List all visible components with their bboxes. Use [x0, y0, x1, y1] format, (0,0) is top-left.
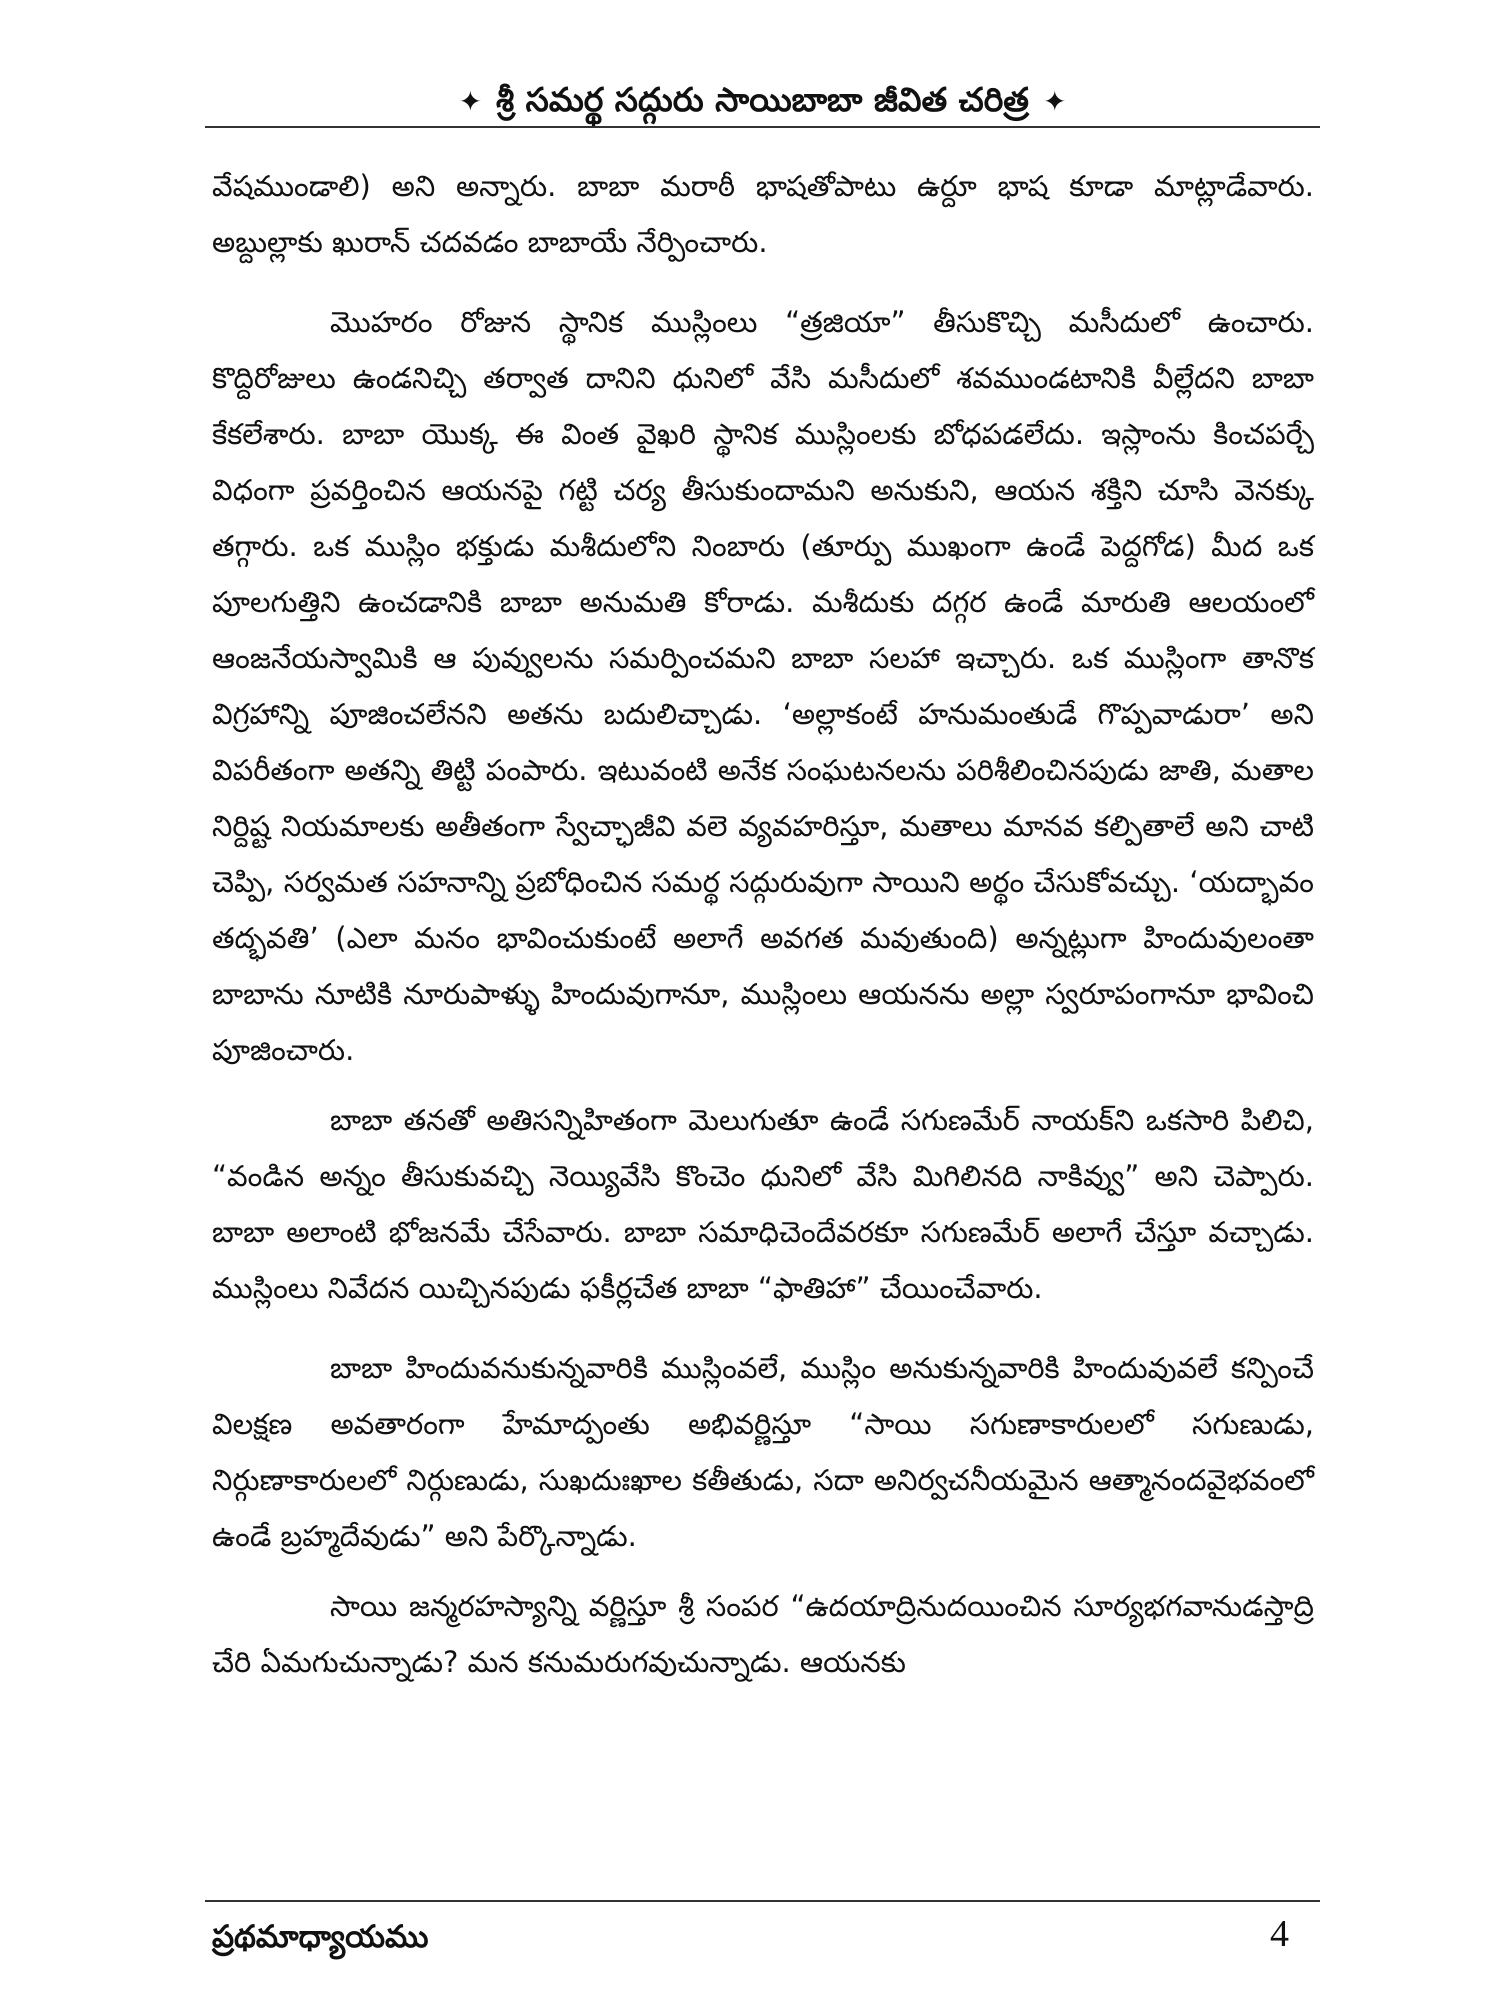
- chapter-name: ప్రథమాధ్యాయము: [212, 1919, 429, 1955]
- header-rule: [205, 126, 1320, 128]
- page-number: 4: [1270, 1913, 1289, 1955]
- ornament-right: ✦: [1042, 85, 1067, 118]
- footer-rule: [205, 1900, 1320, 1902]
- paragraph-5: సాయి జన్మరహస్యాన్ని వర్ణిస్తూ శ్రీ సంపర “ఉదయాద్రినుదయించిన సూర్యభగవానుడస్తాద్రి చేరి ఏమగుచున్నాడు? మన కనుమరుగవుచున్నాడు. ఆయనకు: [212, 1589, 1314, 1679]
- paragraph-1: వేషముండాలి) అని అన్నారు. బాబా మరాఠీ భాషతోపాటు ఉర్దూ భాష కూడా మాట్లాడేవారు. అబ్దుల్లాకు ఖురాన్ చదవడం బాబాయే నేర్పించారు.: [212, 169, 1314, 259]
- paragraph-3: బాబా తనతో అతిసన్నిహితంగా మెలుగుతూ ఉండే సగుణమేర్ నాయక్‌ని ఒకసారి పిలిచి, “వండిన అన్నం తీసుకువచ్చి నెయ్యివేసి కొంచెం ధునిలో వేసి మిగిలినది నాకివ్వు” అని చెప్పారు. బాబా అలాంటి భోజనమే చేసేవారు. బాబా సమాధిచెందేవరకూ సగుణమేర్ అలాగే చేస్తూ వచ్చాడు. ముస్లింలు నివేదన యిచ్చినపుడు ఫకీర్లచేత బాబా “ఫాతిహా” చేయించేవారు.: [212, 1103, 1314, 1305]
- ornament-left: ✦: [458, 85, 483, 118]
- body-text: [212, 158, 1314, 1690]
- running-header: [205, 75, 1320, 127]
- book-title: శ్రీ సమర్థ సద్గురు సాయిబాబా జీవిత చరిత్ర: [496, 80, 1029, 119]
- paragraph-2: మొహరం రోజున స్థానిక ముస్లింలు “త్రజియా” తీసుకొచ్చి మసీదులో ఉంచారు. కొద్దిరోజులు ఉండనిచ్చి తర్వాత దానిని ధునిలో వేసి మసీదులో శవముండటానికి వీల్లేదని బాబా కేకలేశారు. బాబా యొక్క ఈ వింత వైఖరి స్థానిక ముస్లింలకు బోధపడలేదు. ఇస్లాంను కించపర్చే విధంగా ప్రవర్తించిన ఆయనపై గట్టి చర్య తీసుకుందామని అనుకుని, ఆయన శక్తిని చూసి వెనక్కు తగ్గారు. ఒక ముస్లిం భక్తుడు మశీదులోని నింబారు (తూర్పు ముఖంగా ఉండే పెద్దగోడ) మీద ఒక పూలగుత్తిని ఉంచడానికి బాబా అనుమతి కోరాడు. మశీదుకు దగ్గర ఉండే మారుతి ఆలయంలో ఆంజనేయస్వామికి ఆ పువ్వులను సమర్పించమని బాబా సలహా ఇచ్చారు. ఒక ముస్లింగా తానొక విగ్రహాన్ని పూజించలేనని అతను బదులిచ్చాడు. ‘అల్లాకంటే హనుమంతుడే గొప్పవాడురా’ అని విపరీతంగా అతన్ని తిట్టి పంపారు. ఇటువంటి అనేక సంఘటనలను పరిశీలించినపుడు జాతి, మతాల నిర్దిష్ట నియమాలకు అతీతంగా స్వేచ్ఛాజీవి వలె వ్యవహరిస్తూ, మతాలు మానవ కల్పితాలే అని చాటి చెప్పి, సర్వమత సహనాన్ని ప్రబోధించిన సమర్థ సద్గురువుగా సాయిని అర్థం చేసుకోవచ్చు. ‘యద్భావం తద్భవతి’ (ఎలా మనం భావించుకుంటే అలాగే అవగత మవుతుంది) అన్నట్లుగా హిందువులంతా బాబాను నూటికి నూరుపాళ్ళు హిందువుగానూ, ముస్లింలు ఆయనను అల్లా స్వరూపంగానూ భావించి పూజించారు.: [212, 305, 1314, 1067]
- paragraph-4: బాబా హిందువనుకున్నవారికి ముస్లింవలే, ముస్లిం అనుకున్నవారికి హిందువువలే కన్పించే విలక్షణ అవతారంగా హేమాద్పంతు అభివర్ణిస్తూ “సాయి సగుణాకారులలో సగుణుడు, నిర్గుణాకారులలో నిర్గుణుడు, సుఖదుఃఖాల కతీతుడు, సదా అనిర్వచనీయమైన ఆత్మానందవైభవంలో ఉండే బ్రహ్మదేవుడు” అని పేర్కొన్నాడు.: [212, 1351, 1314, 1553]
